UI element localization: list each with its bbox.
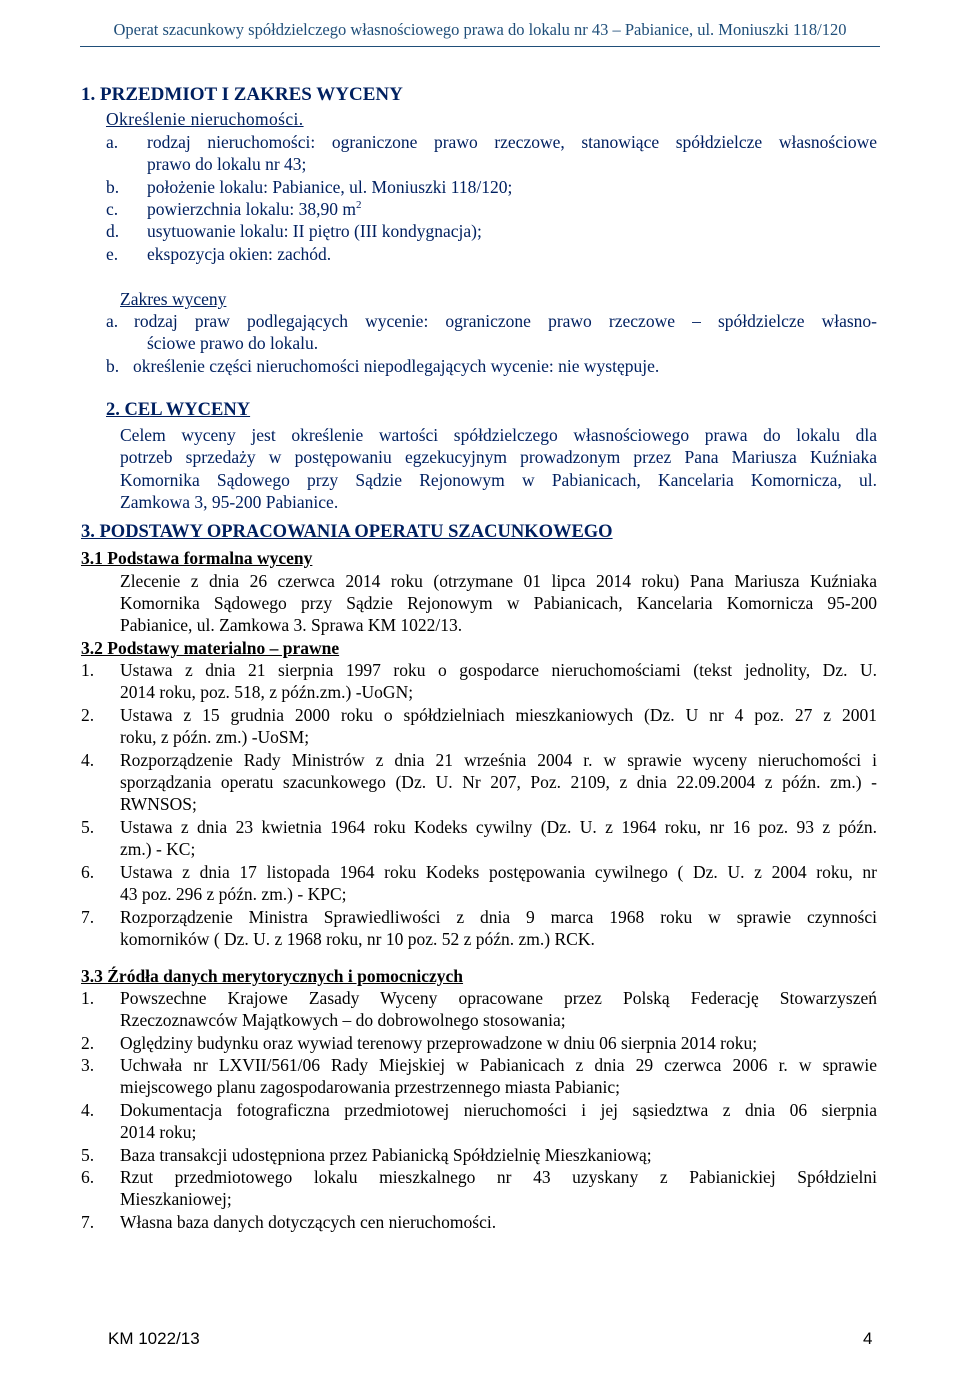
list-item-text: położenie lokalu: Pabianice, ul. Moniuszki 118/120;	[147, 177, 513, 197]
list-item-text: Uchwała nr LXVII/561/06 Rady Miejskiej w Pabianicach z dnia 29 czerwca 2006 r. w sprawie	[120, 1055, 877, 1075]
list-item-text: zm.) - KC;	[120, 839, 196, 859]
list-item-text: 43 poz. 296 z późn. zm.) - KPC;	[120, 884, 347, 904]
list-item-text: Własna baza danych dotyczących cen nieruchomości.	[120, 1212, 497, 1232]
running-header: Operat szacunkowy spółdzielczego własnościowego prawa do lokalu nr 43 – Pabianice, ul. Moniuszki 118/120	[113, 20, 847, 39]
list-item-text: Oględziny budynku oraz wywiad terenowy przeprowadzone w dniu 06 sierpnia 2014 roku;	[120, 1033, 758, 1053]
list-item-text: RWNSOS;	[120, 794, 197, 814]
section-2-title: 2. CEL WYCENY	[106, 400, 251, 420]
superscript: 2	[355, 199, 362, 212]
list-item-text: 2014 roku, poz. 518, z późn.zm.) -UoGN;	[120, 682, 414, 702]
list-item-text: Dokumentacja fotograficzna przedmiotowej nieruchomości i jej sąsiedztwa z dnia 06 sierpnia	[120, 1100, 877, 1120]
list-item-number: 2.	[81, 1033, 95, 1053]
list-item-text: Rozporządzenie Rady Ministrów z dnia 21 września 2004 r. w sprawie wyceny nieruchomości i	[120, 750, 877, 770]
list-item-number: 4.	[81, 750, 95, 770]
list-item-text: Rzeczoznawców Majątkowych – do dobrowolnego stosowania;	[120, 1010, 566, 1030]
list-item-text: Ustawa z dnia 23 kwietnia 1964 roku Kodeks cywilny (Dz. U. z 1964 roku, nr 16 poz. 93 z późn.	[120, 817, 877, 837]
list-item-letter: e.	[106, 244, 119, 264]
list-item-number: 3.	[81, 1055, 95, 1075]
paragraph-line: potrzeb sprzedaży w postępowaniu egzekucyjnym prowadzonym przez Pana Mariusza Kuźniaka	[120, 447, 877, 467]
list-item-text: Ustawa z dnia 21 sierpnia 1997 roku o gospodarce nieruchomościami (tekst jednolity, Dz. U.	[120, 660, 877, 680]
list-item-text: prawo do lokalu nr 43;	[147, 154, 307, 174]
page-number: 4	[863, 1329, 873, 1348]
list-item-number: 1.	[81, 660, 95, 680]
list-item-number: 6.	[81, 1167, 95, 1187]
list-item-text: ściowe prawo do lokalu.	[147, 333, 319, 353]
header-rule	[80, 46, 880, 47]
list-item-text: Rzut przedmiotowego lokalu mieszkalnego nr 43 uzyskany z Pabianickiej Spółdzielni	[120, 1167, 877, 1187]
paragraph-line: Celem wyceny jest określenie wartości spółdzielczego własnościowego prawa do lokalu dla	[120, 425, 877, 445]
paragraph-line: Pabianice, ul. Zamkowa 3. Sprawa KM 1022/13.	[120, 615, 463, 635]
list-item-number: 5.	[81, 1145, 95, 1165]
paragraph-line: Komornika Sądowego przy Sądzie Rejonowym w Pabianicach, Kancelaria Komornicza, ul.	[120, 470, 877, 490]
list-item-text: usytuowanie lokalu: II piętro (III kondygnacja);	[147, 221, 482, 241]
list-item-number: 1.	[81, 988, 95, 1008]
list-item-text: Rozporządzenie Ministra Sprawiedliwości z dnia 9 marca 1968 roku w sprawie czynności	[120, 907, 877, 927]
list-item-text: powierzchnia lokalu: 38,90 $m^2$	[147, 199, 362, 219]
list-item-text: Powszechne Krajowe Zasady Wyceny opracowane przez Polską Federację Stowarzyszeń	[120, 988, 877, 1008]
list-item-text: roku, z późn. zm.) -UoSM;	[120, 727, 310, 747]
list-item-text: określenie części nieruchomości niepodlegających wycenie: nie występuje.	[133, 356, 660, 376]
list-item-number: 7.	[81, 1212, 95, 1232]
list-item-text: ekspozycja okien: zachód.	[147, 244, 332, 264]
list-item-text: sporządzania operatu szacunkowego (Dz. U. Nr 207, Poz. 2109, z dnia 22.09.2004 z późn. zm.) -	[120, 772, 877, 792]
list-item-text: Ustawa z 15 grudnia 2000 roku o spółdzielniach mieszkaniowych (Dz. U nr 4 poz. 27 z 2001	[120, 705, 877, 725]
list-item-text: Ustawa z dnia 17 listopada 1964 roku Kodeks postępowania cywilnego ( Dz. U. z 2004 roku, nr	[120, 862, 877, 882]
list-item-text: 2014 roku;	[120, 1122, 197, 1142]
section-1-subtitle-scope: Zakres wyceny	[120, 289, 227, 309]
list-item-number: 6.	[81, 862, 95, 882]
footer-case-number: KM 1022/13	[108, 1329, 200, 1348]
section-3-1-title: 3.1 Podstawa formalna wyceny	[81, 548, 313, 568]
list-item-number: 2.	[81, 705, 95, 725]
list-item-letter: d.	[106, 221, 120, 241]
list-item-text: komorników ( Dz. U. z 1968 roku, nr 10 poz. 52 z późn. zm.) RCK.	[120, 929, 595, 949]
paragraph-line: Zamkowa 3, 95-200 Pabianice.	[120, 492, 339, 512]
list-item-text: Baza transakcji udostępniona przez Pabianicką Spółdzielnię Mieszkaniową;	[120, 1145, 652, 1165]
list-item-letter: a.	[106, 311, 119, 331]
paragraph-line: Zlecenie z dnia 26 czerwca 2014 roku (otrzymane 01 lipca 2014 roku) Pana Mariusza Kuźniaka	[120, 571, 877, 591]
list-item-letter: b.	[106, 177, 120, 197]
list-item-letter: b.	[106, 356, 120, 376]
paragraph-line: Komornika Sądowego przy Sądzie Rejonowym w Pabianicach, Kancelaria Komornicza 95-200	[120, 593, 877, 613]
list-item-text: miejscowego planu zagospodarowania przestrzennego miasta Pabianic;	[120, 1077, 621, 1097]
list-item-text: rodzaj praw podlegających wycenie: ograniczone prawo rzeczowe – spółdzielcze własno-	[134, 311, 877, 331]
section-1-title: 1. PRZEDMIOT I ZAKRES WYCENY	[81, 84, 403, 105]
list-item-letter: a.	[106, 132, 119, 152]
section-3-title: 3. PODSTAWY OPRACOWANIA OPERATU SZACUNKOWEGO	[81, 522, 613, 542]
list-item-letter: c.	[106, 199, 119, 219]
list-item-number: 7.	[81, 907, 95, 927]
section-3-3-title: 3.3 Źródła danych merytorycznych i pomocniczych	[81, 966, 464, 986]
list-item-text: rodzaj nieruchomości: ograniczone prawo rzeczowe, stanowiące spółdzielcze własnościowe	[147, 132, 877, 152]
section-1-subtitle-property: Określenie nieruchomości.	[106, 109, 304, 129]
section-3-2-title: 3.2 Podstawy materialno – prawne	[81, 638, 340, 658]
list-item-number: 4.	[81, 1100, 95, 1120]
list-item-text: Mieszkaniowej;	[120, 1189, 232, 1209]
list-item-number: 5.	[81, 817, 95, 837]
